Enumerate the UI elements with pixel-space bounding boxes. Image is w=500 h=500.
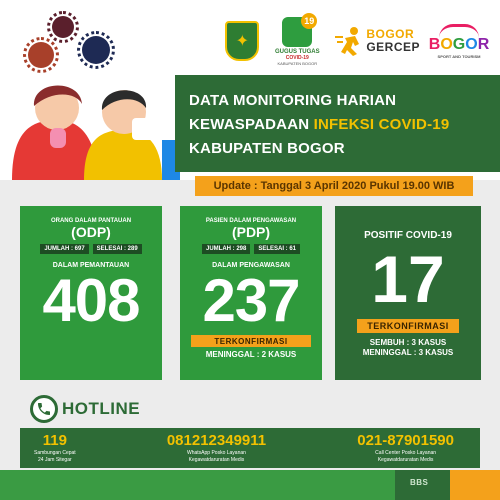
odp-finished: SELESAI : 289 [93, 244, 142, 254]
gugus-line3: KABUPATEN BOGOR [277, 60, 318, 66]
positive-confirmed-label: TERKONFIRMASI [357, 319, 459, 333]
pdp-value: 237 [202, 267, 300, 334]
hotline-desc: WhatsApp Posko Layanan Kegawatdaruratan Medis [187, 449, 246, 463]
pdp-deaths: MENINGGAL : 2 KASUS [205, 350, 297, 359]
hotline-heading [30, 395, 140, 423]
logo-group [225, 15, 490, 66]
pdp-abbr: (PDP) [231, 224, 271, 240]
hotline-label: HOTLINE [62, 399, 141, 418]
bogor-tourism-logo [428, 24, 490, 59]
hotline-number[interactable]: 119 [42, 431, 67, 449]
sick-people-illustration [12, 70, 182, 180]
footer-accent [450, 470, 500, 500]
odp-value: 408 [42, 267, 140, 334]
gugus-line1: GUGUS TUGAS [274, 48, 320, 55]
bogor-gercep-logo [335, 26, 420, 56]
phone-icon [30, 395, 58, 423]
virus-icon [52, 16, 74, 38]
pdp-finished: SELESAI : 61 [254, 244, 300, 254]
hotline-item [34, 433, 76, 464]
pdp-card [180, 206, 322, 380]
hotline-item [357, 433, 454, 464]
top-section [0, 0, 500, 180]
virus-icon [28, 42, 54, 68]
hotline-desc: Call Center Posko Layanan Kegawatdaruratan Medis [375, 449, 437, 463]
gugus-line2: COVID-19 [285, 54, 309, 61]
update-timestamp: Update : Tanggal 3 April 2020 Pukul 19.00 WIB [195, 176, 473, 196]
bogor-regency-logo: ✦ [225, 21, 259, 61]
odp-total: JUMLAH : 697 [40, 244, 88, 254]
odp-card [20, 206, 162, 380]
hotline-item [167, 433, 266, 464]
positive-recovered: SEMBUH : 3 KASUS [369, 338, 447, 347]
tourism-sub: SPORT AND TOURISM [437, 53, 481, 59]
odp-caption: ORANG DALAM PANTAUAN [50, 218, 132, 224]
odp-abbr: (ODP) [71, 224, 111, 240]
hotline-bar [20, 428, 480, 468]
gercep-line1: BOGOR [366, 27, 415, 41]
runner-icon [335, 26, 363, 56]
title-line2: KEWASPADAAN INFEKSI COVID-19 [189, 116, 450, 133]
positive-title: POSITIF COVID-19 [364, 230, 452, 241]
pdp-confirmed-label: TERKONFIRMASI [191, 335, 311, 347]
virus-icon [82, 36, 110, 64]
gercep-line2: GERCEP [366, 40, 420, 54]
title-highlight: INFEKSI COVID-19 [313, 116, 450, 133]
pdp-caption: PASIEN DALAM PENGAWASAN [205, 218, 297, 224]
footer-watermark: BBS [410, 478, 429, 487]
positive-value: 17 [371, 242, 445, 316]
hotline-number[interactable]: 081212349911 [166, 431, 267, 449]
positive-deaths: MENINGGAL : 3 KASUS [362, 348, 454, 357]
gugus-number: 19 [301, 13, 317, 29]
gugus-mark-icon [282, 15, 315, 47]
pdp-sub-label: DALAM PENGAWASAN [212, 262, 290, 269]
gugus-tugas-logo [271, 17, 323, 66]
tourism-word: BOGOR [428, 35, 490, 53]
odp-sub-label: DALAM PEMANTAUAN [52, 262, 130, 269]
title-line3: KABUPATEN BOGOR [189, 140, 345, 157]
positive-card [335, 206, 481, 380]
title-line1: DATA MONITORING HARIAN [189, 92, 397, 109]
hotline-number[interactable]: 021-87901590 [357, 431, 454, 449]
pdp-total: JUMLAH : 298 [202, 244, 250, 254]
hotline-desc: Sambungan Cepat 24 Jam Sitegar [34, 449, 76, 463]
title-banner [175, 75, 500, 172]
